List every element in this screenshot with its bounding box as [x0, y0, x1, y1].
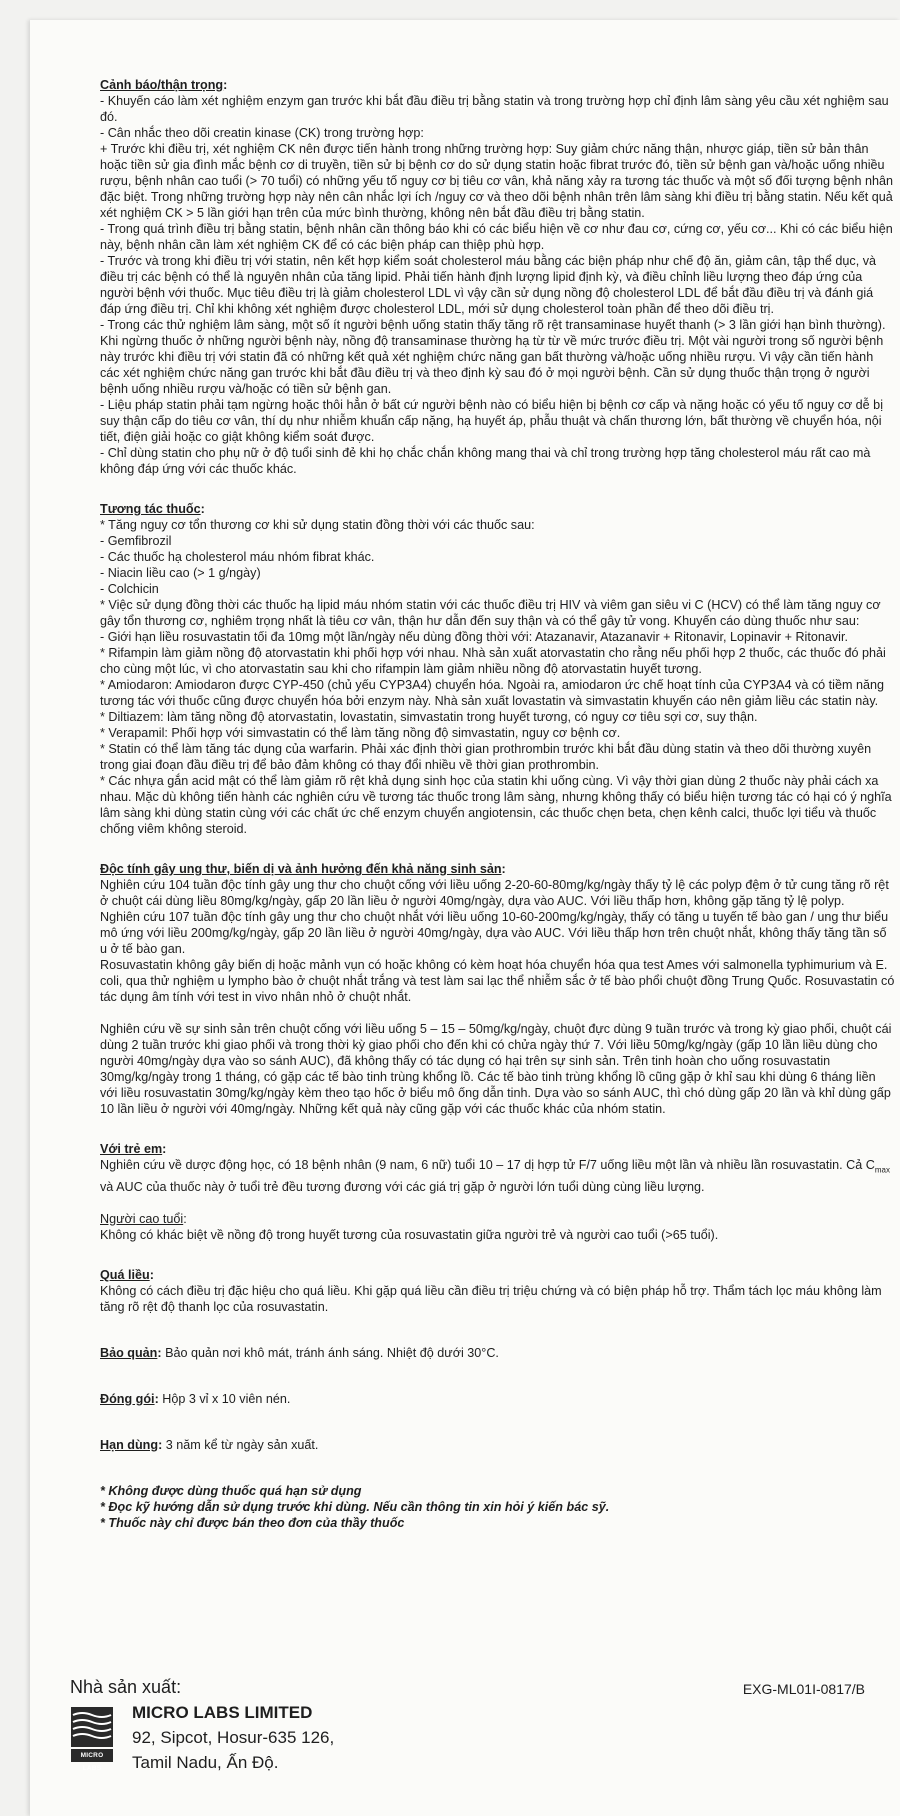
document-code: EXG-ML01I-0817/B [742, 1681, 865, 1697]
carcinogenicity-paragraph: Rosuvastatin không gây biến dị hoặc mảnh vụn có hoặc không có kèm hoạt hóa chuyển hóa qua test Ames với salmonella typhimurium và E. coli, qua thử nghiệm u lympho bào ở chuột nhắt trắng và test làm sai lạc thể nhiễm sắc ở tế bào phổi chuột đồng Trung Quốc. Rosuvastatin có tác dụng âm tính với test in vivo nhân nhỏ ở chuột nhắt. [100, 958, 895, 1004]
note-line: * Đọc kỹ hướng dẫn sử dụng trước khi dùng. Nếu cần thông tin xin hỏi ý kiến bác sỹ. [100, 1499, 610, 1514]
warnings-paragraph: - Trong các thử nghiệm lâm sàng, một số ít người bệnh uống statin thấy tăng rõ rệt transaminase huyết thanh (> 3 lần giới hạn bình thường). Khi ngừng thuốc ở những người bệnh này, nồng độ transaminase thường hạ từ từ về mức trước điều trị. Một vài người trong số người bệnh này trước khi điều trị với statin đã có những kết quả xét nghiệm chức năng gan bất thường và/hoặc uống nhiều rượu. Vì vậy cần tiến hành các xét nghiệm chức năng gan trước khi bắt đầu điều trị và theo định kỳ sau đó ở mọi người bệnh. Cần sử dụng thuốc thận trọng ở người bệnh uống nhiều rượu và/hoặc có tiền sử bệnh gan. [100, 318, 886, 396]
logo-text: MICRO LABS [71, 1749, 113, 1762]
note-line: * Thuốc này chỉ được bán theo đơn của thầy thuốc [100, 1515, 405, 1530]
interactions-paragraph: * Rifampin làm giảm nồng độ atorvastatin khi phối hợp với nhau. Nhà sản xuất atorvastatin cho rằng nếu phối hợp 2 thuốc, các thuốc đó phải cho cùng một lúc, vì cho atorvastatin sau khi cho rifampin làm giảm nhiều nồng độ atorvastatin huyết tương. [100, 646, 886, 676]
interactions-paragraph: * Verapamil: Phối hợp với simvastatin có thể làm tăng nồng độ simvastatin, nguy cơ bệnh cơ. [100, 726, 621, 740]
warnings-paragraph: - Khuyến cáo làm xét nghiệm enzym gan trước khi bắt đầu điều trị bằng statin và trong trường hợp chỉ định lâm sàng yêu cầu xét nghiệm sau đó. [100, 94, 889, 124]
leaflet-sheet [30, 20, 900, 1816]
warnings-paragraph: + Trước khi điều trị, xét nghiệm CK nên được tiến hành trong những trường hợp: Suy giảm chức năng thận, nhược giáp, tiền sử bản thân hoặc tiền sử gia đình mắc bệnh cơ di truyền, tiền sử bị bệnh cơ do sử dụng statin hoặc fibrat trước đó, tiền sử bệnh gan và/hoặc uống nhiều rượu, bệnh nhân cao tuổi (> 70 tuổi) có những yếu tố nguy cơ bị tiêu cơ vân, khả năng xảy ra tương tác thuốc và một số đối tượng bệnh nhân đặc biệt. Trong những trường hợp này nên cân nhắc lợi ích /nguy cơ và theo dõi bệnh nhân trên lâm sàng khi điều trị bằng statin. Nếu kết quả xét nghiệm CK > 5 lần giới hạn trên của mức bình thường, không nên bắt đầu điều trị bằng statin. [100, 142, 893, 220]
interactions-paragraph: * Diltiazem: làm tăng nồng độ atorvastatin, lovastatin, simvastatin trong huyết tương, có nguy cơ tiêu sợi cơ, suy thận. [100, 710, 758, 724]
company-name: MICRO LABS LIMITED [132, 1703, 313, 1722]
storage-line: Bảo quản: Bảo quản nơi khô mát, tránh ánh sáng. Nhiệt độ dưới 30°C. [100, 1345, 499, 1360]
note-line: * Không được dùng thuốc quá hạn sử dụng [100, 1483, 362, 1498]
carcinogenicity-paragraph: Nghiên cứu về sự sinh sản trên chuột cống với liều uống 5 – 15 – 50mg/kg/ngày, chuột đực dùng 9 tuần trước và trong kỳ giao phối, chuột cái dùng 2 tuần trước khi giao phối và trong thời kỳ giao phối cho đến khi có chửa ngày thứ 7. Với liều 50mg/kg/ngày (gấp 10 lần liều dùng cho người 40mg/ngày dựa vào so sánh AUC), đã không thấy có tác dụng có hại trên sự sinh sản. Trên tinh hoàn cho uống rosuvastatin 30mg/kg/ngày trong 1 tháng, có gặp các tế bào tinh trùng khổng lồ. Các tế bào tinh trùng khổng lồ cũng gặp ở khỉ sau khi dùng 6 tháng liền với liều rosuvastatin 30mg/kg/ngày kèm theo tạo hốc ở biểu mô ống dẫn tinh. Dựa vào so sánh AUC, thì chó dùng gấp 20 lần và khỉ dùng gấp 10 lần liều ở người với 40mg/ngày. Những kết quả này cũng gặp với các thuốc khác của nhóm statin. [100, 1022, 892, 1116]
packaging-line: Đóng gói: Hộp 3 vỉ x 10 viên nén. [100, 1391, 291, 1406]
warnings-paragraph: - Trong quá trình điều trị bằng statin, bệnh nhân cần thông báo khi có các biểu hiện về cơ như đau cơ, cứng cơ, yếu cơ... Khi có các biểu hiện này, bệnh nhân cần làm xét nghiệm CK để có các biện pháp can thiệp phù hợp. [100, 222, 893, 252]
interactions-paragraph: - Niacin liều cao (> 1 g/ngày) [100, 566, 261, 580]
overdose-heading: Quá liều: [100, 1267, 154, 1282]
micro-labs-logo [70, 1705, 114, 1772]
elderly-heading: Người cao tuổi: [100, 1211, 187, 1226]
children-heading: Với trẻ em: [100, 1142, 167, 1156]
manufacturer-label: Nhà sản xuất: [70, 1677, 182, 1697]
warnings-paragraph: - Cân nhắc theo dõi creatin kinase (CK) trong trường hợp: [100, 126, 424, 140]
interactions-paragraph: * Các nhựa gắn acid mật có thể làm giảm rõ rệt khả dụng sinh học của statin khi uống cùng. Vì vậy thời gian dùng 2 thuốc này phải cách xa nhau. Mặc dù không tiến hành các nghiên cứu về tương tác thuốc trong lâm sàng, nhưng không thấy có biểu hiện tương tác có hại có ý nghĩa lâm sàng khi dùng statin cùng với các chất ức chế enzym chuyển angiotensin, các thuốc chẹn beta, chẹn kênh calci, thuốc lợi tiểu và thuốc chống viêm không steroid. [100, 774, 892, 836]
interactions-paragraph: * Statin có thể làm tăng tác dụng của warfarin. Phải xác định thời gian prothrombin trước khi bắt đầu dùng statin và theo dõi thường xuyên trong giai đoạn đầu điều trị để bảo đảm không có thay đổi nhiều về thời gian prothrombin. [100, 742, 872, 772]
children-paragraph: Nghiên cứu về dược động học, có 18 bệnh nhân (9 nam, 6 nữ) tuổi 10 – 17 dị hợp tử F/7 uống liều một lần và nhiều lần rosuvastatin. Cả $C_{max}$ và AUC của thuốc này ở tuổi trẻ đều tương đương với các giá trị gặp ở người lớn tuổi dùng cùng liều lượng. [100, 1158, 890, 1194]
interactions-paragraph: - Gemfibrozil [100, 534, 172, 548]
interactions-paragraph: - Colchicin [100, 582, 159, 596]
warnings-paragraph: - Liệu pháp statin phải tạm ngừng hoặc thôi hẳn ở bất cứ người bệnh nào có biểu hiện bị bệnh cơ cấp và nặng hoặc có yếu tố nguy cơ dễ bị suy thận cấp do tiêu cơ vân, thí dụ như nhiễm khuẩn cấp nặng, hạ huyết áp, phẫu thuật và chấn thương lớn, bất thường về chuyển hóa, nội tiết, điện giải hoặc co giật không kiểm soát được. [100, 398, 883, 444]
manufacturer-block [70, 1677, 865, 1787]
overdose-paragraph: Không có cách điều trị đặc hiệu cho quá liều. Khi gặp quá liều cần điều trị triệu chứng và có biện pháp hỗ trợ. Thẩm tách lọc máu không làm tăng rõ rệt độ thanh lọc của rosuvastatin. [100, 1283, 882, 1314]
elderly-paragraph: Không có khác biệt về nồng độ trong huyết tương của rosuvastatin giữa người trẻ và người cao tuổi (>65 tuổi). [100, 1227, 719, 1242]
carcinogenicity-heading: Độc tính gây ung thư, biến dị và ảnh hưởng đến khả năng sinh sản: [100, 862, 506, 876]
interactions-paragraph: * Việc sử dụng đồng thời các thuốc hạ lipid máu nhóm statin với các thuốc điều trị HIV và viêm gan siêu vi C (HCV) có thể làm tăng nguy cơ gây tổn thương cơ, nghiêm trọng nhất là tiêu cơ vân, thận hư dẫn đến suy thận và có thể gây tử vong. Khuyến cáo dùng thuốc như sau: [100, 598, 881, 628]
interactions-heading: Tương tác thuốc: [100, 502, 205, 516]
interactions-paragraph: * Tăng nguy cơ tổn thương cơ khi sử dụng statin đồng thời với các thuốc sau: [100, 518, 535, 532]
interactions-paragraph: - Các thuốc hạ cholesterol máu nhóm fibrat khác. [100, 550, 375, 564]
logo-waves-icon [70, 1705, 114, 1749]
interactions-paragraph: - Giới hạn liều rosuvastatin tối đa 10mg một lần/ngày nếu dùng đồng thời với: Atazanavir, Atazanavir + Ritonavir, Lopinavir + Ritonavir. [100, 630, 848, 644]
leaflet-content [100, 77, 895, 1531]
interactions-paragraph: * Amiodaron: Amiodaron được CYP-450 (chủ yếu CYP3A4) chuyển hóa. Ngoài ra, amiodaron ức chế hoạt tính của CYP3A4 và có tiềm năng tương tác với thuốc cũng được chuyển hóa bởi enzym này. Nhà sản xuất lovastatin và simvastatin khuyến cáo nên giảm liều các statin này. [100, 678, 884, 708]
carcinogenicity-paragraph: Nghiên cứu 104 tuần độc tính gây ung thư cho chuột cống với liều uống 2-20-60-80mg/kg/ngày thấy tỷ lệ các polyp đệm ở tử cung tăng rõ rệt ở chuột cái dùng liều 80mg/kg/ngày, gấp 20 lần liều ở người 40mg/ngày, dựa vào AUC. Với liều thấp hơn, không gặp tăng tỷ lệ polyp. [100, 878, 889, 908]
carcinogenicity-paragraph: Nghiên cứu 107 tuần độc tính gây ung thư cho chuột nhắt với liều uống 10-60-200mg/kg/ngày, thấy có tăng u tuyến tế bào gan / ung thư biểu mô ứng với liều 200mg/kg/ngày, gấp 20 lần liều ở người 40mg/ngày, dựa vào AUC. Với liều thấp hơn trên chuột nhắt, không thấy tăng tần số u ở tế bào gan. [100, 910, 889, 956]
expiry-line: Hạn dùng: 3 năm kể từ ngày sản xuất. [100, 1437, 319, 1452]
company-address-line: 92, Sipcot, Hosur-635 126, [132, 1728, 335, 1747]
warnings-paragraph: - Chỉ dùng statin cho phụ nữ ở độ tuổi sinh đẻ khi họ chắc chắn không mang thai và chỉ trong trường hợp tăng cholesterol máu rất cao mà không đáp ứng với các thuốc khác. [100, 446, 871, 476]
warnings-paragraph: - Trước và trong khi điều trị với statin, nên kết hợp kiểm soát cholesterol máu bằng các biện pháp như chế độ ăn, giảm cân, tập thể dục, và điều trị các bệnh có thể là nguyên nhân của tăng lipid. Phải tiến hành định lượng lipid định kỳ, và điều chỉnh liều lượng theo đáp ứng của người bệnh với thuốc. Mục tiêu điều trị là giảm cholesterol LDL vì vậy cần sử dụng nồng độ cholesterol LDL để bắt đầu điều trị và đánh giá đáp ứng điều trị. Chỉ khi không xét nghiệm được cholesterol LDL, mới sử dụng cholesterol toàn phần để theo dõi điều trị. [100, 254, 876, 316]
warnings-heading: Cảnh báo/thận trọng: [100, 78, 228, 92]
company-address-line: Tamil Nadu, Ấn Độ. [132, 1753, 279, 1772]
